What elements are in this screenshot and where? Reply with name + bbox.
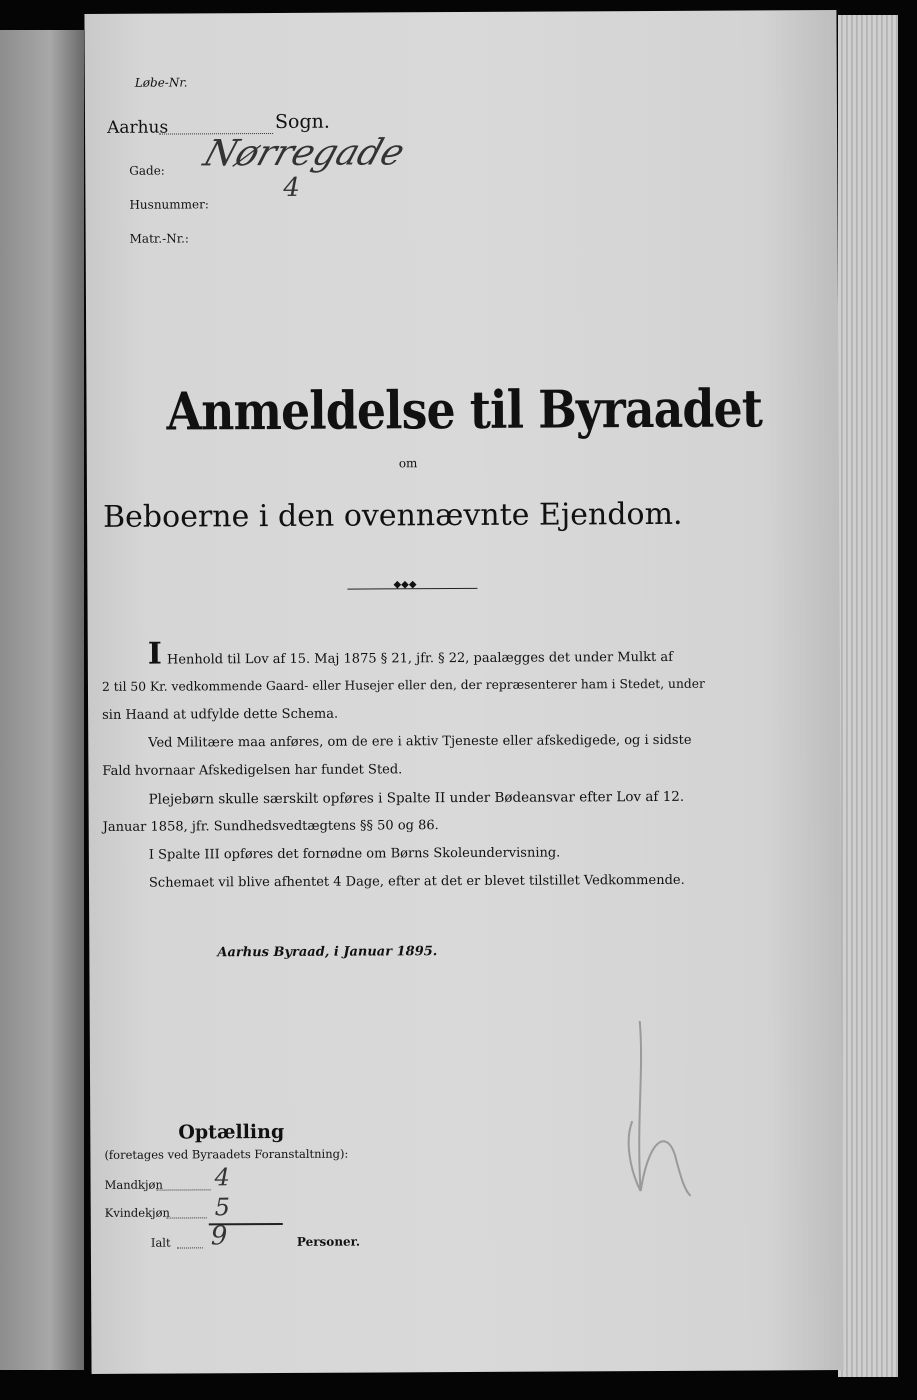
ialt-dots — [177, 1247, 203, 1248]
signoff-line: Aarhus Byraad, i Januar 1895. — [217, 944, 438, 961]
dropcap-letter: I — [147, 636, 162, 672]
ialt-label: Ialt — [150, 1235, 171, 1250]
pencil-scribble-mark — [610, 1011, 701, 1211]
city-label: Aarhus — [106, 117, 169, 138]
sogn-label: Sogn. — [274, 110, 330, 133]
paragraph-5-line-1: Schemaet vil blive afhentet 4 Dage, efter at det er blevet tilstillet Vedkommende. — [148, 872, 685, 891]
paragraph-3-line-1: Plejebørn skulle særskilt opføres i Spalte II under Bødeansvar efter Lov af 12. — [148, 788, 685, 808]
gade-label: Gade: — [129, 163, 165, 178]
paragraph-2-line-1: Ved Militære maa anføres, om de ere i aktiv Tjeneste eller afskedigede, og i sidste — [148, 732, 692, 751]
om-label: om — [398, 456, 418, 471]
matr-nr-label: Matr.-Nr.: — [129, 231, 189, 246]
ialt-handwritten-value: 9 — [210, 1221, 228, 1252]
mandkjon-dots — [157, 1189, 211, 1190]
paragraph-1-line-2: 2 til 50 Kr. vedkommende Gaard- eller Husejer eller den, der repræsenterer ham i Stedet, under — [101, 676, 705, 694]
paragraph-4-line-1: I Spalte III opføres det fornødne om Børns Skoleundervisning. — [148, 845, 561, 863]
page-stack-edges — [838, 15, 898, 1377]
paragraph-3-line-2: Januar 1858, jfr. Sundhedsvedtægtens §§ 50 og 86. — [102, 818, 439, 835]
gade-handwritten-value: Nørregade — [198, 132, 410, 175]
husnummer-label: Husnummer: — [129, 197, 209, 212]
document-subtitle: Beboerne i den ovennævnte Ejendom. — [102, 496, 683, 535]
kvindekjon-handwritten-value: 5 — [214, 1193, 231, 1222]
document-title: Anmeldelse til Byraadet — [166, 378, 763, 443]
facing-page-edge — [0, 30, 84, 1370]
count-subtitle: (foretages ved Byraadets Foranstaltning): — [104, 1146, 349, 1162]
document-page — [84, 10, 843, 1374]
paragraph-2-line-2: Fald hvornaar Afskedigelsen har fundet Sted. — [102, 762, 403, 779]
ornament-diamonds: ◆◆◆ — [393, 579, 417, 591]
paragraph-1-line-3: sin Haand at udfylde dette Schema. — [102, 706, 339, 723]
kvindekjon-label: Kvindekjøn — [104, 1205, 170, 1220]
personer-label: Personer. — [296, 1234, 361, 1249]
mandkjon-handwritten-value: 4 — [214, 1163, 230, 1192]
paragraph-1-line-1: Henhold til Lov af 15. Maj 1875 § 21, jfr. § 22, paalægges det under Mulkt af — [166, 649, 674, 668]
mandkjon-label: Mandkjøn — [104, 1177, 163, 1192]
count-title: Optælling — [178, 1120, 285, 1144]
husnummer-handwritten-value: 4 — [283, 172, 300, 203]
lobe-nr-label: Løbe-Nr. — [134, 75, 188, 90]
kvindekjon-dots — [167, 1217, 207, 1218]
paragraph-dropcap — [148, 637, 673, 670]
